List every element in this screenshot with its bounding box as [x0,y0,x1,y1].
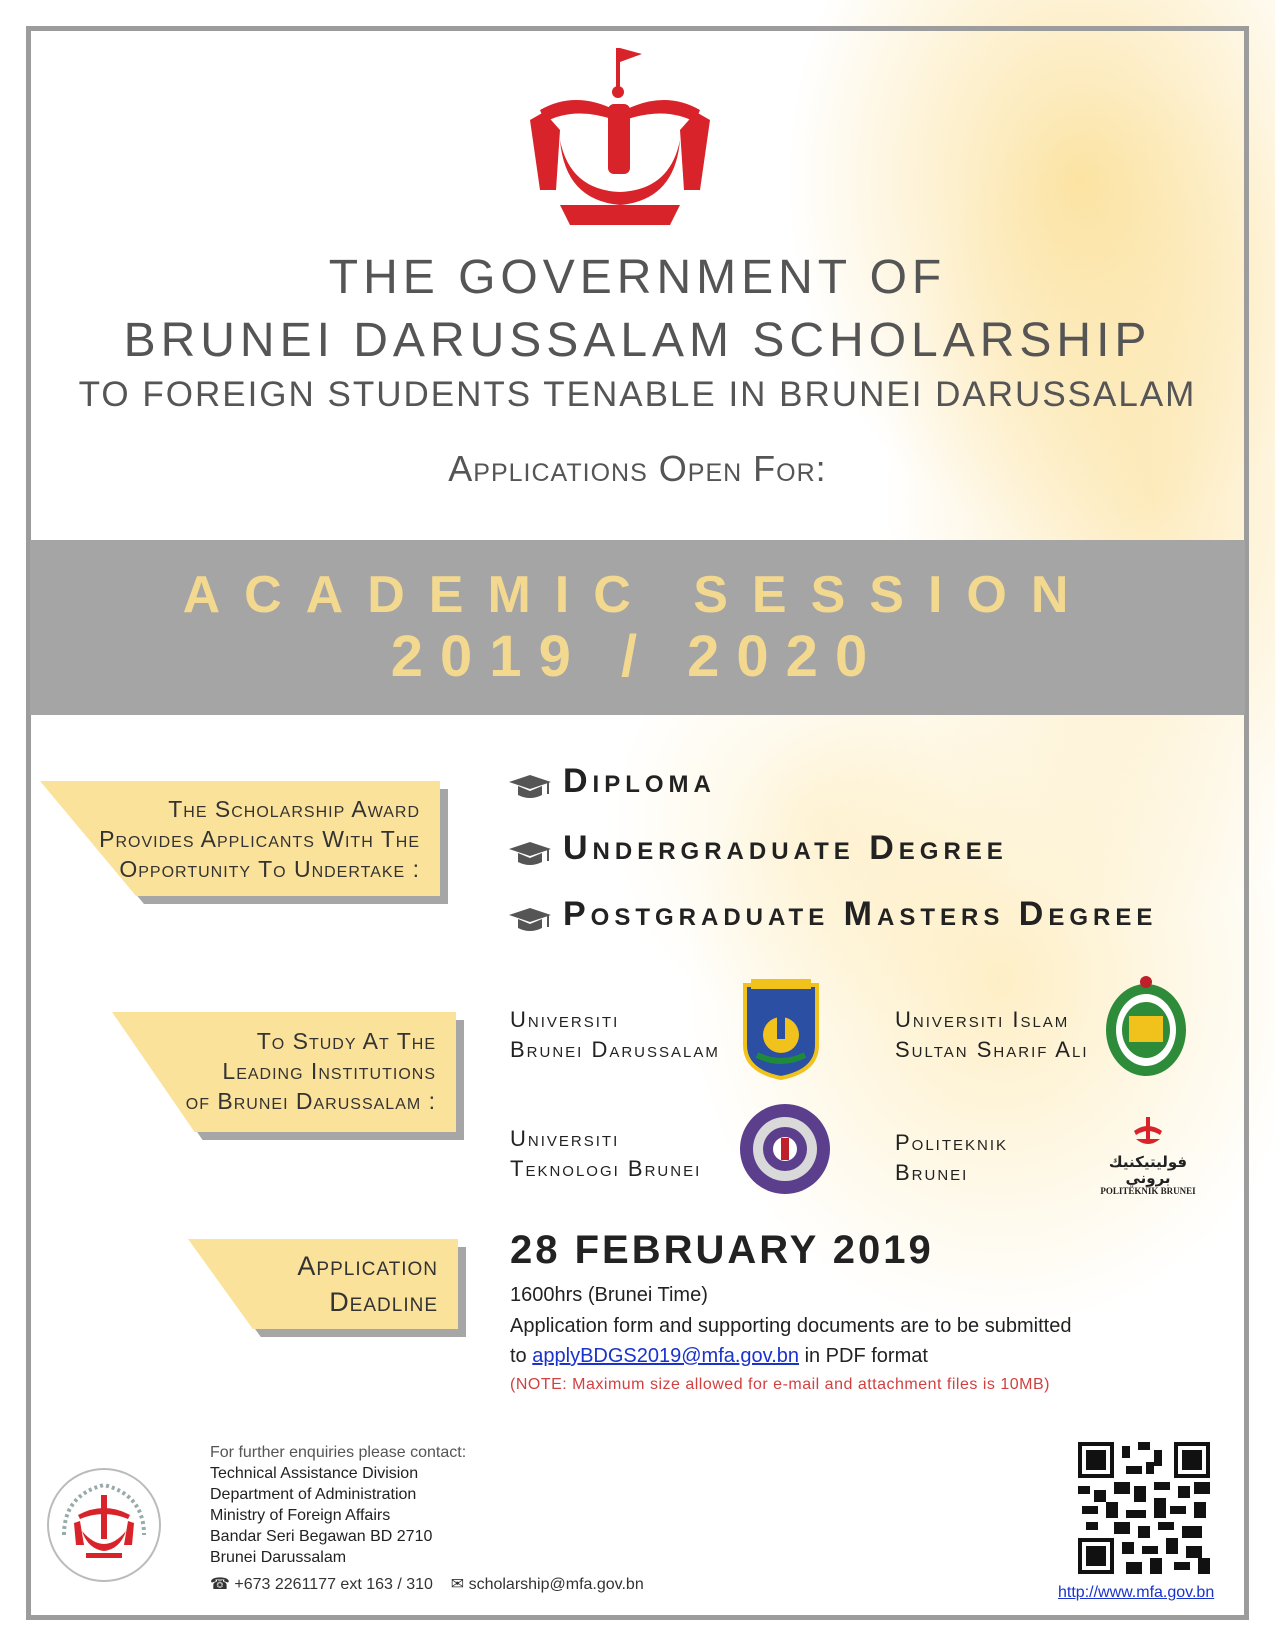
institution-ubd: Universiti Brunei Darussalam [510,1007,720,1062]
qr-code-icon[interactable] [1078,1442,1210,1574]
utb-logo-icon [738,1098,832,1200]
contact-block [210,1442,466,1568]
mail-icon: ✉ [450,1576,465,1593]
submit-text: Application form and supporting documents are to be submitted [510,1315,1072,1337]
title-line-1: THE GOVERNMENT OF [328,251,947,304]
ubd-logo-icon [741,975,821,1080]
graduation-cap-icon [507,906,553,936]
applications-open-heading: Applications Open For: [448,448,827,489]
deadline-time: 1600hrs (Brunei Time) [510,1284,708,1306]
contact-lead: For further enquiries please contact: [210,1444,467,1461]
contact-line: Ministry of Foreign Affairs [210,1507,391,1524]
contact-phone-email [210,1574,644,1594]
institution-utb: Universiti Teknologi Brunei [510,1126,702,1181]
format-text: in PDF format [804,1345,928,1367]
submit-line [510,1345,928,1368]
pb-logo-text: POLITEKNIK BRUNEI [1100,1186,1196,1196]
mofa-seal-icon [44,1465,164,1585]
submit-to-text: to [510,1345,527,1367]
deadline-date: 28 FEBRUARY 2019 [510,1228,934,1272]
award-tag [40,781,440,896]
award-tag-text: The Scholarship Award Provides Applicants With The Opportunity To Undertake : [99,796,420,882]
graduation-cap-icon [507,840,553,870]
unissa-logo-icon [1103,972,1189,1082]
size-note: (NOTE: Maximum size allowed for e-mail and attachment files is 10MB) [510,1376,1050,1393]
level-postgraduate: Postgraduate Masters Degree [563,895,1158,933]
graduation-cap-icon [507,773,553,803]
contact-line: Bandar Seri Begawan BD 2710 [210,1528,433,1545]
pb-crest-icon [1130,1115,1166,1149]
deadline-tag-text: Application Deadline [297,1251,438,1317]
academic-session-band [30,540,1245,715]
website-link[interactable]: http://www.mfa.gov.bn [1058,1584,1215,1601]
contact-phone: +673 2261177 ext 163 / 310 [234,1576,433,1593]
band-line-2: 2019 / 2020 [390,624,885,689]
institution-unissa: Universiti Islam Sultan Sharif Ali [895,1007,1089,1062]
pb-logo [1088,1115,1208,1196]
contact-line: Technical Assistance Division [210,1465,419,1482]
brunei-crest-icon [520,40,720,230]
contact-line: Brunei Darussalam [210,1549,347,1566]
pb-logo-jawi: فوليتيكنيك بروني [1108,1153,1188,1187]
contact-line: Department of Administration [210,1486,417,1503]
title-line-3: TO FOREIGN STUDENTS TENABLE IN BRUNEI DARUSSALAM [78,375,1197,414]
institutions-tag [112,1012,456,1132]
institution-pb: Politeknik Brunei [895,1130,1009,1185]
level-diploma: Diploma [563,762,716,800]
deadline-tag [188,1239,458,1329]
level-undergraduate: Undergraduate Degree [563,829,1008,867]
band-line-1: ACADEMIC SESSION [182,566,1093,624]
contact-email[interactable]: scholarship@mfa.gov.bn [468,1576,644,1593]
apply-email-link[interactable]: applyBDGS2019@mfa.gov.bn [532,1345,799,1367]
phone-icon: ☎ [210,1576,230,1593]
title-line-2: BRUNEI DARUSSALAM SCHOLARSHIP [123,314,1152,367]
institutions-tag-text: To Study At The Leading Institutions of Brunei Darussalam : [185,1028,436,1114]
